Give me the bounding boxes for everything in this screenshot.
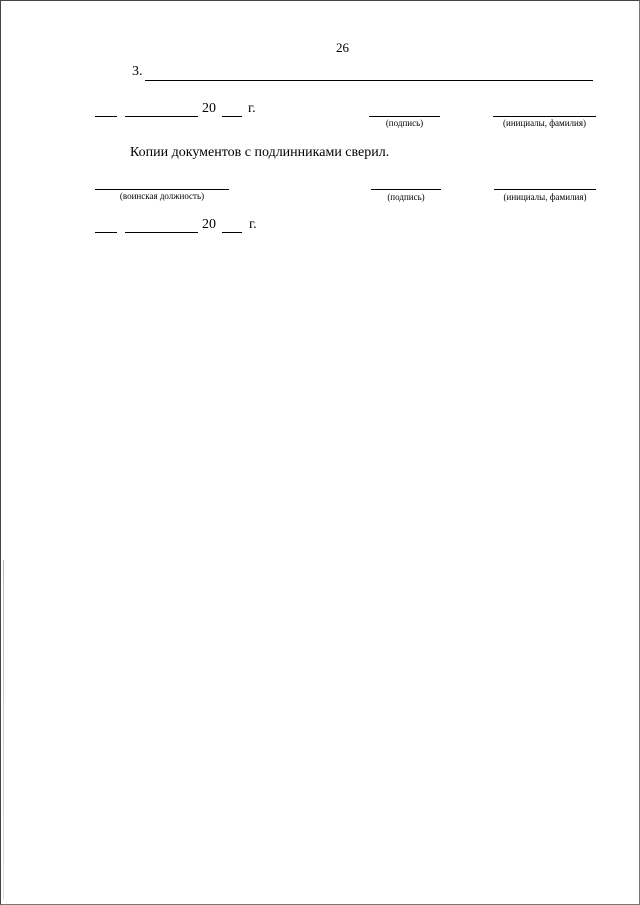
copies-statement: Копии документов с подлинниками сверил. [130,145,390,160]
item-blank-line[interactable] [145,80,593,81]
date-year-suffix: г. [248,101,256,116]
position-caption: (воинская должность) [119,191,205,201]
position-blank[interactable] [95,189,229,190]
signature-blank-2[interactable] [371,189,441,190]
scan-edge-mark [3,560,4,900]
name-blank-2[interactable] [494,189,596,190]
signature-blank[interactable] [369,116,440,117]
date-day-blank[interactable] [95,116,117,117]
signature-caption: (подпись) [385,118,424,128]
name-caption-2: (инициалы, фамилия) [503,192,587,202]
date-month-blank[interactable] [125,116,198,117]
page-number: 26 [336,40,349,55]
date-year-prefix: 20 [202,101,216,116]
name-blank[interactable] [493,116,596,117]
date-year-blank[interactable] [222,116,242,117]
date2-year-suffix: г. [249,217,257,232]
date2-year-prefix: 20 [202,217,216,232]
date2-month-blank[interactable] [125,232,198,233]
item-number: 3. [132,64,143,79]
date2-day-blank[interactable] [95,232,117,233]
name-caption: (инициалы, фамилия) [503,118,586,128]
date2-year-blank[interactable] [222,232,242,233]
signature-caption-2: (подпись) [387,192,425,202]
